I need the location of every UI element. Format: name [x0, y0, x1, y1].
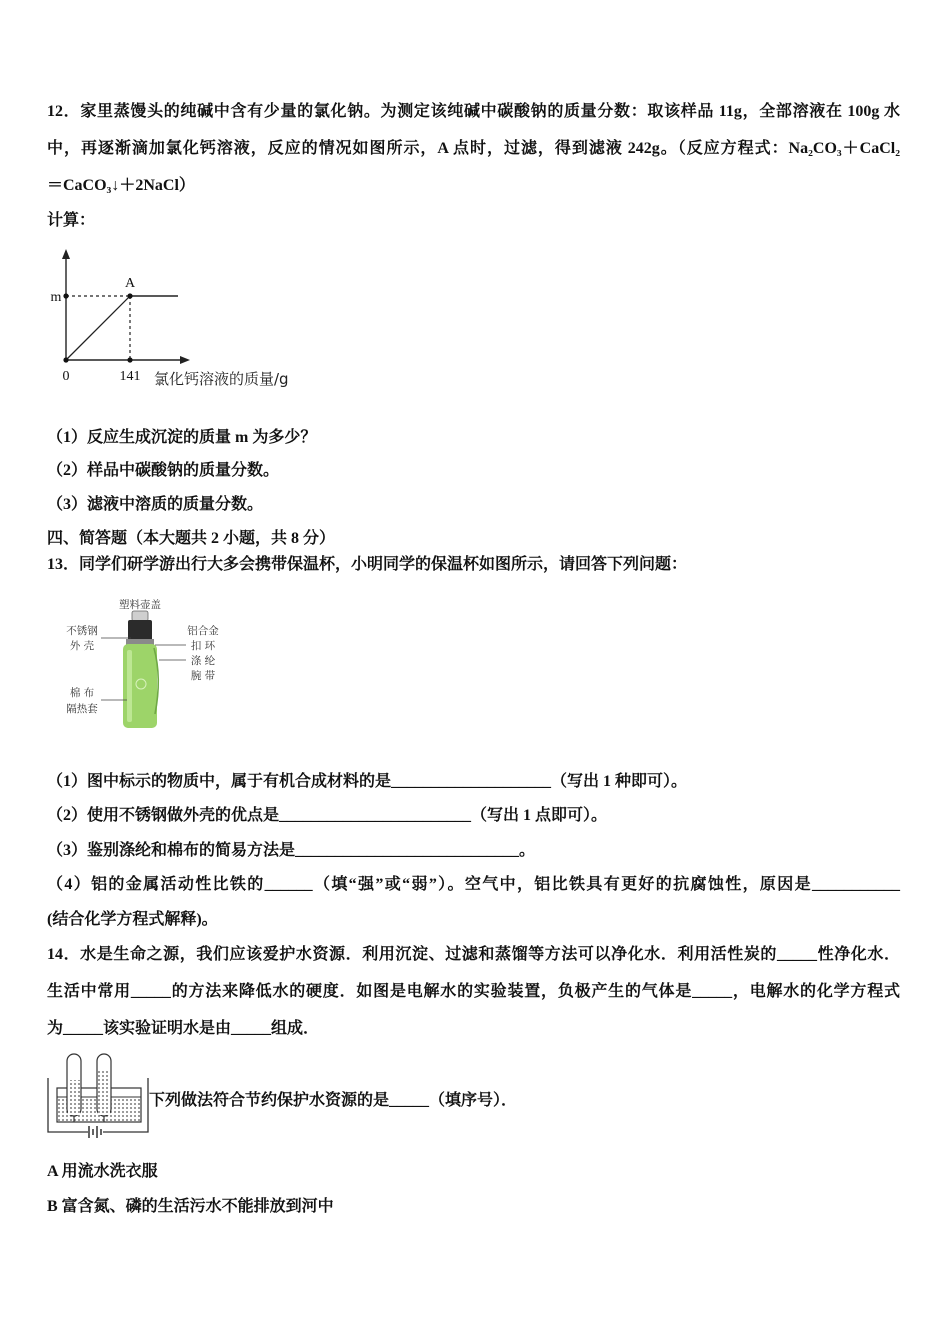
q14-option-a: A 用流水洗衣服	[47, 1163, 158, 1180]
q13-sub-1: （1）图中标示的物质中，属于有机合成材料的是____________________（写出 1 种即可）。	[47, 773, 688, 790]
q14-option-b: B 富含氮、磷的生活污水不能排放到河中	[47, 1198, 334, 1215]
electrolysis-apparatus-figure	[45, 1050, 150, 1145]
graph-x-arrow	[180, 356, 190, 364]
graph-origin-label: 0	[62, 369, 70, 384]
label-sleeve-1: 棉 布	[69, 687, 95, 699]
graph-dot-origin	[63, 357, 68, 362]
tube-left-water	[68, 1080, 80, 1115]
q13-sub-4-line-1: （4）铝的金属活动性比铁的______（填“强”或“弱”）。空气中，铝比铁具有更好的抗腐蚀性，原因是___________	[47, 876, 900, 893]
label-sleeve-2: 隔热套	[66, 703, 98, 715]
label-shell-1: 不锈钢	[66, 625, 98, 637]
q12-reaction-graph	[40, 245, 330, 395]
graph-m-label: m	[50, 290, 62, 305]
q14-stem-line-2: 生活中常用_____的方法来降低水的硬度．如图是电解水的实验装置，负极产生的气体是_____，电解水的化学方程式	[47, 983, 900, 1000]
q13-sub-2: （2）使用不锈钢做外壳的优点是________________________（写出 1 点即可）。	[47, 807, 608, 824]
label-strap-1: 涤 纶	[190, 655, 216, 667]
graph-dot-a	[127, 293, 132, 298]
label-cap: 塑料壶盖	[119, 599, 161, 611]
q14-stem-line-3: 为_____该实验证明水是由_____组成．	[47, 1020, 320, 1037]
section-4-heading: 四、简答题（本大题共 2 小题，共 8 分）	[47, 530, 336, 547]
q13-stem: 13．同学们研学游出行大多会携带保温杯，小明同学的保温杯如图所示，请回答下列问题：	[47, 556, 688, 573]
thermos-bottle-figure	[55, 592, 235, 737]
graph-rising-line	[66, 296, 130, 360]
q13-sub-4-line-2: (结合化学方程式解释)。	[47, 911, 218, 928]
q14-water-saving-prompt: 下列做法符合节约保护水资源的是_____（填序号）．	[149, 1092, 518, 1109]
q12-sub-1: （1）反应生成沉淀的质量 m 为多少？	[47, 429, 317, 446]
label-ring-1: 铝合金	[187, 625, 219, 637]
graph-point-a-label: A	[124, 276, 136, 291]
label-ring-2: 扣 环	[190, 640, 216, 652]
bottle-cap-top	[132, 611, 148, 621]
q12-stem-line-1: 12．家里蒸馒头的纯碱中含有少量的氯化钠。为测定该纯碱中碳酸钠的质量分数：取该样品 11g，全部溶液在 100g 水	[47, 103, 900, 120]
graph-x-axis-title: 氯化钙溶液的质量/g	[154, 370, 289, 388]
q14-stem-line-1: 14．水是生命之源，我们应该爱护水资源．利用沉淀、过滤和蒸馏等方法可以净化水．利用活性炭的_____性净化水．	[47, 946, 900, 963]
q13-sub-3: （3）鉴别涤纶和棉布的简易方法是____________________________。	[47, 842, 536, 859]
tube-right-water	[98, 1070, 110, 1115]
bottle-highlight	[127, 650, 132, 722]
label-shell-2: 外 壳	[69, 640, 95, 652]
label-strap-2: 腕 带	[190, 670, 216, 682]
q12-calc-label: 计算：	[47, 212, 96, 229]
q12-sub-3: （3）滤液中溶质的质量分数。	[47, 496, 264, 513]
graph-y-arrow	[62, 249, 70, 259]
q12-stem-line-3: ＝CaCO₃↓＋2NaCl）	[47, 177, 195, 194]
graph-dot-141	[127, 357, 132, 362]
bottle-lid	[128, 620, 152, 642]
q12-sub-2: （2）样品中碳酸钠的质量分数。	[47, 462, 280, 479]
graph-dot-m	[63, 293, 68, 298]
graph-x-tick-label: 141	[119, 369, 141, 384]
q12-stem-line-2: 中，再逐渐滴加氯化钙溶液，反应的情况如图所示，A 点时，过滤，得到滤液 242g。（反应方程式：Na₂CO₃＋CaCl₂	[47, 140, 900, 157]
